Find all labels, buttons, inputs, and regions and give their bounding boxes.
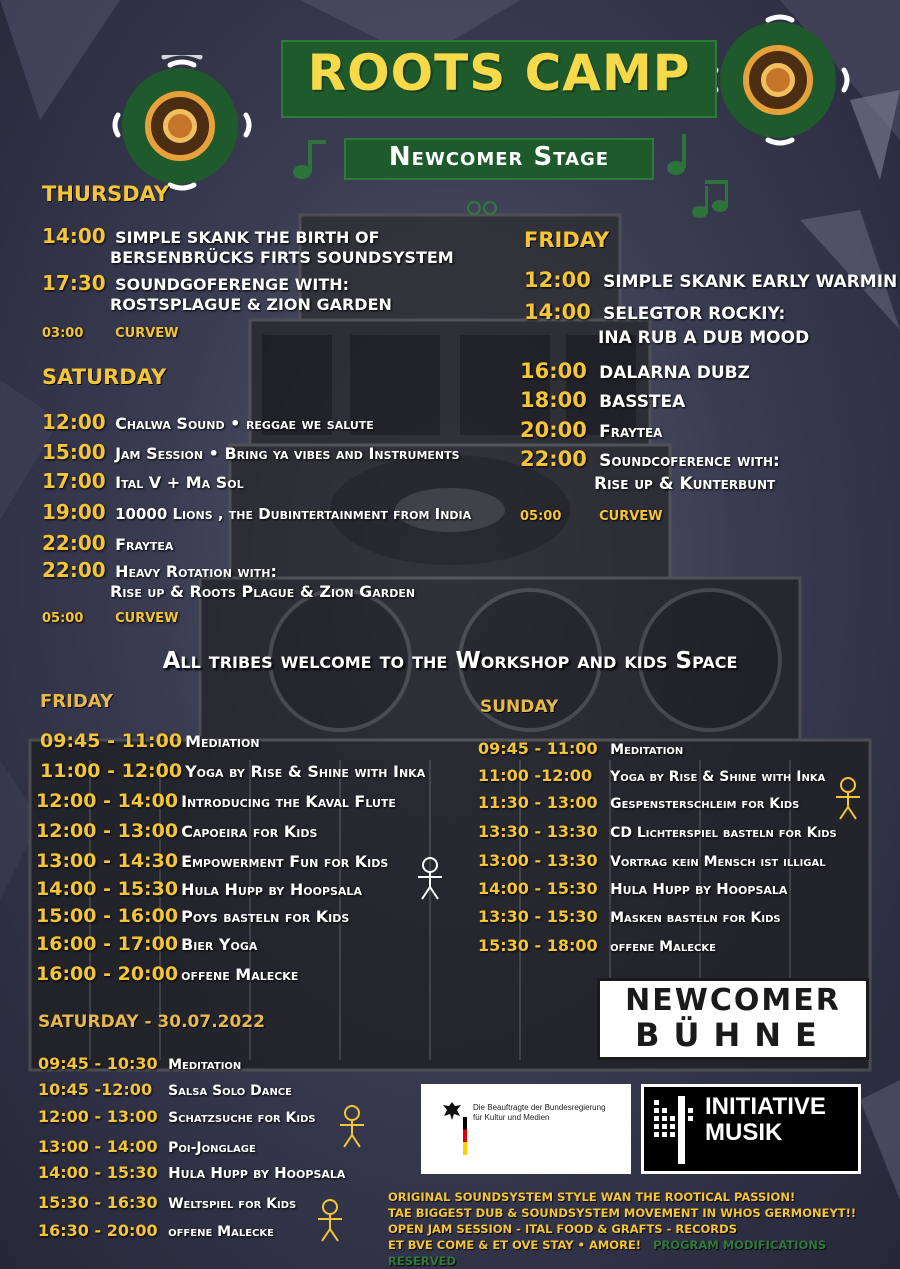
stage-friday-heading: FRIDAY bbox=[524, 228, 610, 252]
list-item: 12:00 - 13:00 Capoeira for Kids bbox=[36, 820, 318, 842]
list-item: 22:00 Soundcoference with: bbox=[520, 447, 780, 471]
list-item: 13:00 - 14:30 Empowerment Fun for Kids bbox=[36, 850, 389, 872]
stage-saturday-heading: SATURDAY bbox=[42, 365, 167, 389]
page-subtitle: Newcomer Stage bbox=[388, 142, 610, 172]
workshop-friday-heading: FRIDAY bbox=[40, 691, 114, 712]
list-item: 16:00 - 20:00 offene Malecke bbox=[36, 963, 299, 985]
footer-text: ORIGINAL SOUNDSYSTEM STYLE WAN THE ROOTICAL PASSION! TAE BIGGEST DUB & SOUNDSYSTEM MOVEMENT IN WHOS GERMONEYT!! OPEN JAM SESSION - ITAL FOOD & GRAFTS - RECORDS ET BVE COME & ET OVE STAY • AMORE! PROGRAM MODIFICATIONS RESERVED bbox=[388, 1190, 857, 1268]
list-item: 15:00 Jam Session • Bring ya vibes and Instruments bbox=[42, 440, 460, 464]
list-item: Rise up & Kunterbunt bbox=[594, 474, 776, 494]
sound-waves-right-icon bbox=[708, 10, 853, 150]
list-item: 12:00 - 14:00 Introducing the Kaval Flute bbox=[36, 790, 396, 812]
kid-doodle-icon bbox=[332, 1103, 372, 1151]
kid-doodle-icon bbox=[828, 775, 868, 823]
list-item: INA RUB A DUB MOOD bbox=[598, 328, 810, 348]
list-item: 17:30 SOUNDGOFERENGE WITH: bbox=[42, 271, 350, 295]
list-item: Rise up & Roots Plague & Zion Garden bbox=[110, 582, 416, 601]
list-item: BERSENBRÜCKS FIRTS SOUNDSYSTEM bbox=[110, 248, 454, 267]
list-item: 05:00 CURVEW bbox=[42, 611, 179, 626]
list-item: 16:30 - 20:00 offene Malecke bbox=[38, 1221, 274, 1240]
list-item: 14:00 - 15:30 Hula Hupp by Hoopsala bbox=[478, 879, 788, 898]
workshop-sunday-heading: SUNDAY bbox=[480, 697, 559, 717]
list-item: 11:30 - 13:00 Gespensterschleim for Kids bbox=[478, 793, 800, 812]
newcomer-logo-line1: NEWCOMER bbox=[625, 983, 841, 1018]
list-item: 09:45 - 11:00 Mediation bbox=[40, 730, 260, 752]
workshop-saturday-heading: SATURDAY - 30.07.2022 bbox=[38, 1012, 265, 1032]
page-title: ROOTS CAMP bbox=[307, 44, 691, 102]
newcomer-logo-line2: BÜHNE bbox=[635, 1016, 831, 1054]
sound-waves-left-icon bbox=[110, 55, 255, 195]
list-item: 12:00 SIMPLE SKANK EARLY WARMIN bbox=[524, 268, 898, 292]
workshop-heading: All tribes welcome to the Workshop and kids Space bbox=[162, 648, 738, 674]
bundesregierung-text: Die Beauftragte der Bundesregierung für Kultur und Medien bbox=[473, 1103, 606, 1122]
list-item: 18:00 BASSTEA bbox=[520, 388, 686, 412]
list-item: 19:00 10000 Lions , the Dubintertainment from India bbox=[42, 500, 472, 524]
list-item: 13:00 - 14:00 Poi-Jonglage bbox=[38, 1137, 256, 1156]
list-item: 13:30 - 13:30 CD Lichterspiel basteln for Kids bbox=[478, 822, 837, 841]
list-item: 09:45 - 11:00 Meditation bbox=[478, 739, 684, 758]
kid-doodle-icon bbox=[410, 855, 450, 903]
program-note: PROGRAM MODIFICATIONS RESERVED bbox=[388, 1238, 827, 1268]
list-item: 16:00 - 17:00 Bier Yoga bbox=[36, 933, 258, 955]
list-item: 15:30 - 16:30 Weltspiel for Kids bbox=[38, 1193, 297, 1212]
initiative-musik-mark-icon bbox=[652, 1094, 700, 1166]
list-item: 22:00 Heavy Rotation with: bbox=[42, 558, 277, 582]
list-item: 12:00 - 13:00 Schatzsuche for Kids bbox=[38, 1107, 316, 1126]
list-item: 13:30 - 15:30 Masken basteln for Kids bbox=[478, 907, 781, 926]
list-item: 14:00 SIMPLE SKANK THE BIRTH OF bbox=[42, 224, 380, 248]
list-item: ROSTSPLAGUE & ZION GARDEN bbox=[110, 295, 392, 314]
list-item: 03:00 CURVEW bbox=[42, 326, 179, 341]
list-item: 09:45 - 10:30 Meditation bbox=[38, 1054, 242, 1073]
list-item: 10:45 -12:00 Salsa Solo Dance bbox=[38, 1080, 292, 1099]
list-item: 11:00 - 12:00 Yoga by Rise & Shine with Inka bbox=[40, 760, 426, 782]
list-item: 20:00 Fraytea bbox=[520, 418, 663, 442]
kid-doodle-icon bbox=[310, 1197, 350, 1245]
bundesregierung-logo bbox=[421, 1084, 631, 1174]
list-item: 11:00 -12:00 Yoga by Rise & Shine with Inka bbox=[478, 766, 826, 785]
list-item: 12:00 Chalwa Sound • reggae we salute bbox=[42, 410, 374, 434]
stage-thursday-heading: THURSDAY bbox=[42, 182, 170, 206]
list-item: 14:00 SELEGTOR ROCKIY: bbox=[524, 300, 786, 324]
list-item: 15:00 - 16:00 Poys basteln for Kids bbox=[36, 905, 350, 927]
list-item: 22:00 Fraytea bbox=[42, 531, 174, 555]
list-item: 05:00 CURVEW bbox=[520, 509, 663, 524]
german-flag-bar bbox=[463, 1117, 467, 1155]
list-item: 16:00 DALARNA DUBZ bbox=[520, 359, 750, 383]
eagle-emblem-icon bbox=[441, 1100, 463, 1122]
list-item: 17:00 Ital V + Ma Sol bbox=[42, 469, 244, 493]
list-item: 14:00 - 15:30 Hula Hupp by Hoopsala bbox=[38, 1163, 346, 1182]
list-item: 13:00 - 13:30 Vortrag kein Mensch ist illigal bbox=[478, 851, 826, 870]
list-item: 15:30 - 18:00 offene Malecke bbox=[478, 936, 716, 955]
initiative-musik-text: INITIATIVE MUSIK bbox=[705, 1093, 826, 1146]
list-item: 14:00 - 15:30 Hula Hupp by Hoopsala bbox=[36, 878, 362, 900]
